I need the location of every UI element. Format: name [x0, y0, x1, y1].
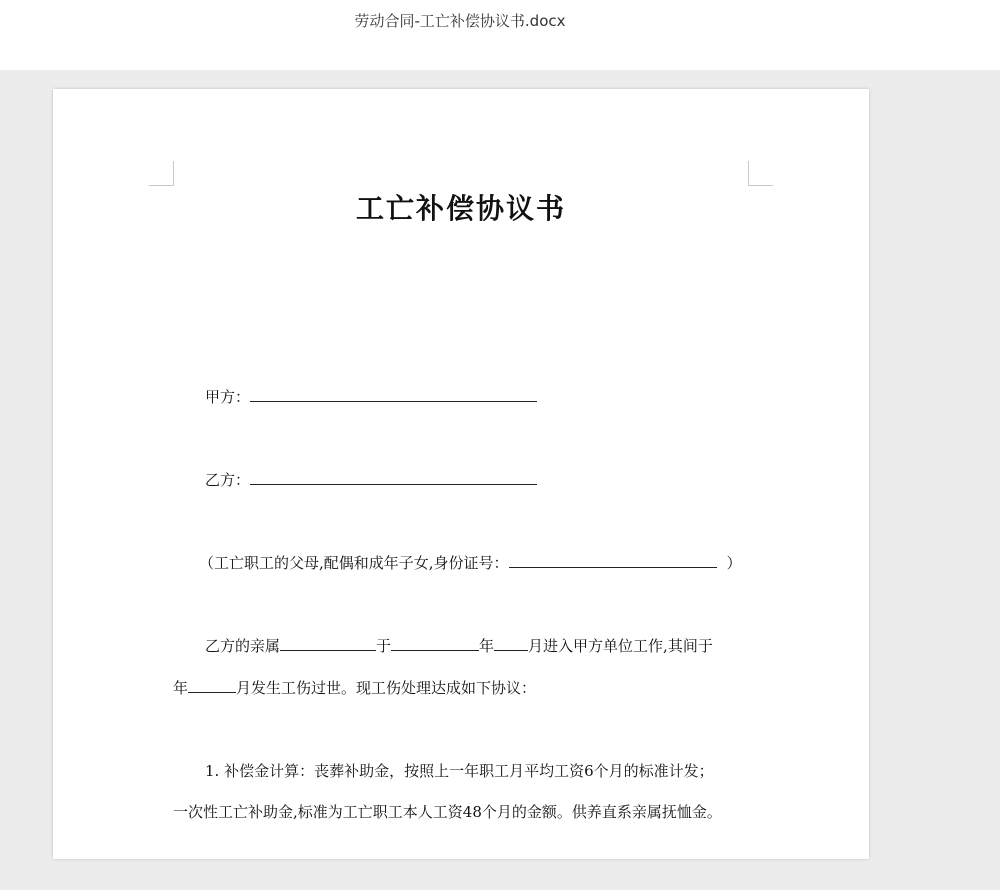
party-a-blank[interactable]: [250, 387, 537, 402]
para1-text-a: 乙方的亲属: [205, 637, 281, 655]
para1-text-f: 月发生工伤过世。现工伤处理达成如下协议：: [236, 679, 537, 697]
relatives-note-line: [199, 553, 742, 573]
party-b-blank[interactable]: [250, 470, 537, 485]
relatives-note-prefix: （工亡职工的父母,配偶和成年子女,身份证号：: [199, 554, 509, 572]
margin-corner-top-left: [149, 161, 174, 186]
id-number-blank[interactable]: [509, 553, 717, 568]
margin-corner-top-right: [748, 161, 773, 186]
title-bar: [0, 0, 1000, 70]
party-b-label: 乙方：: [205, 471, 251, 489]
death-month-blank[interactable]: [188, 678, 236, 693]
party-a-label: 甲方：: [205, 388, 251, 406]
relatives-note-suffix: ）: [726, 554, 742, 572]
item-1-line-2: 一次性工亡补助金,标准为工亡职工本人工资48个月的金额。供养直系亲属抚恤金。: [173, 803, 722, 821]
paragraph-1-line-1: [205, 636, 713, 656]
document-title: 工亡补偿协议书: [355, 192, 566, 225]
para1-text-e: 年: [173, 679, 189, 697]
party-a-line: [205, 387, 537, 407]
paragraph-1-line-2: [173, 678, 536, 698]
document-filename: 劳动合同-工亡补偿协议书.docx: [354, 12, 566, 30]
item-1-line-1: 1. 补偿金计算：丧葬补助金，按照上一年职工月平均工资6个月的标准计发；: [205, 762, 714, 780]
document-page[interactable]: [53, 89, 869, 859]
para1-text-c: 年: [479, 637, 495, 655]
join-month-blank[interactable]: [494, 636, 528, 651]
join-year-blank[interactable]: [391, 636, 479, 651]
party-b-line: [205, 470, 537, 490]
para1-text-b: 于: [376, 637, 392, 655]
para1-text-d: 月进入甲方单位工作,其间于: [528, 637, 713, 655]
relative-name-blank[interactable]: [280, 636, 376, 651]
